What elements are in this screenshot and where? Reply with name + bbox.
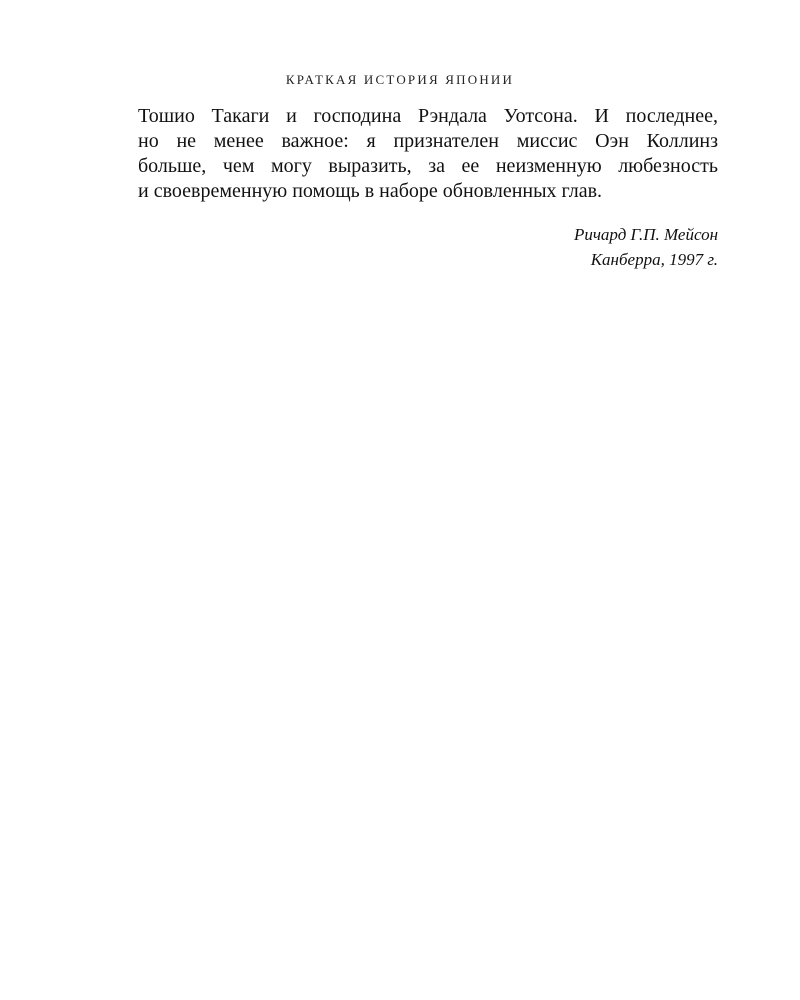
- paragraph-line: Тошио Такаги и господина Рэндала Уотсона. И последнее,: [138, 105, 718, 127]
- paragraph-line: но не менее важное: я признателен миссис Оэн Коллинз: [138, 130, 718, 152]
- paragraph-line: и своевременную помощь в наборе обновленных глав.: [138, 180, 603, 202]
- paragraph: [138, 104, 718, 204]
- signature-block: [380, 222, 718, 272]
- running-head: КРАТКАЯ ИСТОРИЯ ЯПОНИИ: [285, 72, 515, 87]
- signature-author: Ричард Г.П. Мейсон: [573, 225, 718, 244]
- paragraph-line: больше, чем могу выразить, за ее неизменную любезность: [138, 155, 718, 177]
- signature-place-date: Канберра, 1997 г.: [590, 250, 718, 269]
